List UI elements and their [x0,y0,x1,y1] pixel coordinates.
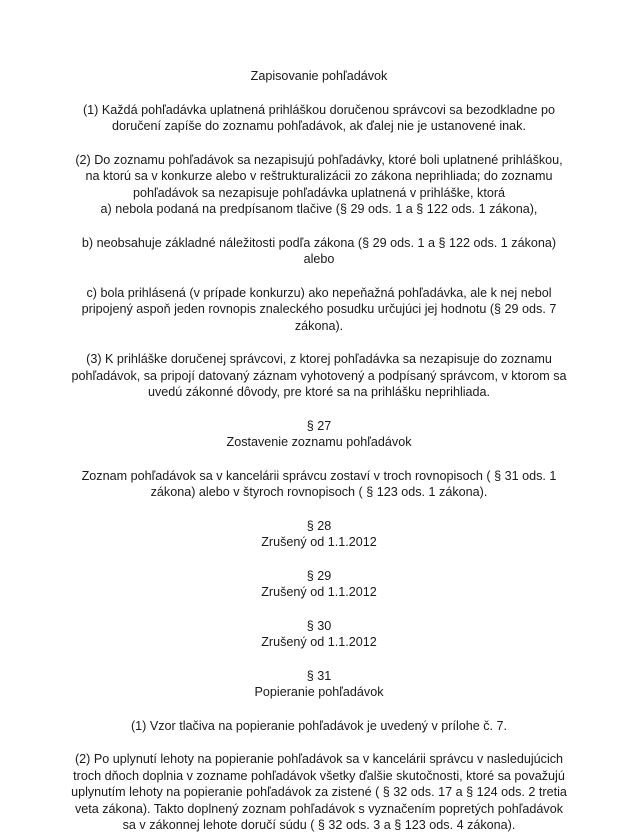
list-item-b: b) neobsahuje základné náležitosti podľa zákona (§ 29 ods. 1 a § 122 ods. 1 zákona) alebo [81,235,557,266]
section-29-status: Zrušený od 1.1.2012 [261,585,377,599]
section-27-title: Zostavenie zoznamu pohľadávok [226,435,412,449]
list-item-a: a) nebola podaná na predpísanom tlačive (§ 29 ods. 1 a § 122 ods. 1 zákona), [100,202,538,216]
section-30-status: Zrušený od 1.1.2012 [261,635,377,649]
section-27-number: § 27 [306,418,332,433]
paragraph-3: (3) K prihláške doručenej správcovi, z ktorej pohľadávka sa nezapisuje do zoznamu pohľadávok, sa pripojí datovaný záznam vyhotovený a podpísaný správcom, v ktorom sa uvedú zákonné dôvody, pre ktoré sa na prihlášku neprihliada. [71,352,567,399]
paragraph-1: (1) Každá pohľadávka uplatnená prihláškou doručenou správcovi sa bezodkladne po doručení zapíše do zoznamu pohľadávok, ak ďalej nie je ustanovené inak. [82,102,556,133]
section-title: Zapisovanie pohľadávok [250,69,388,83]
section-31-title: Popieranie pohľadávok [254,685,384,699]
section-29-number: § 29 [306,568,332,583]
section-31-number: § 31 [306,668,332,683]
section-28-status: Zrušený od 1.1.2012 [261,535,377,549]
section-27-text: Zoznam pohľadávok sa v kancelárii správcu zostaví v troch rovnopisoch ( § 31 ods. 1 zákona) alebo v štyroch rovnopisoch ( § 123 ods. 1 zákona). [81,468,557,499]
section-31-paragraph-1: (1) Vzor tlačiva na popieranie pohľadávok je uvedený v prílohe č. 7. [130,718,508,733]
paragraph-2: (2) Do zoznamu pohľadávok sa nezapisujú pohľadávky, ktoré boli uplatnené prihláškou, na ktorú sa v konkurze alebo v reštrukturalizácii zo zákona neprihliada; do zoznamu pohľadávok sa nezapisuje pohľadávka uplatnená v prihláške, ktorá [75,152,563,200]
section-30-number: § 30 [306,618,332,633]
document-page [68,68,570,834]
section-28-number: § 28 [306,518,332,533]
list-item-c: c) bola prihlásená (v prípade konkurzu) ako nepeňažná pohľadávka, ale k nej nebol pripojený aspoň jeden rovnopis znaleckého posudku určujúci jej hodnotu (§ 29 ods. 7 zákona). [81,285,557,333]
section-31-paragraph-2: (2) Po uplynutí lehoty na popieranie pohľadávok sa v kancelárii správcu v nasledujúcich troch dňoch doplnia v zozname pohľadávok všetky ďalšie skutočnosti, ktoré sa považujú uplynutím lehoty na popieranie pohľadávok za zistené ( § 32 ods. 17 a § 124 ods. 2 tretia veta zákona). Takto doplnený zoznam pohľadávok s vyznačením popretých pohľadávok sa v zákonnej lehote doručí súdu ( § 32 ods. 3 a § 123 ods. 4 zákona). [71,752,567,832]
